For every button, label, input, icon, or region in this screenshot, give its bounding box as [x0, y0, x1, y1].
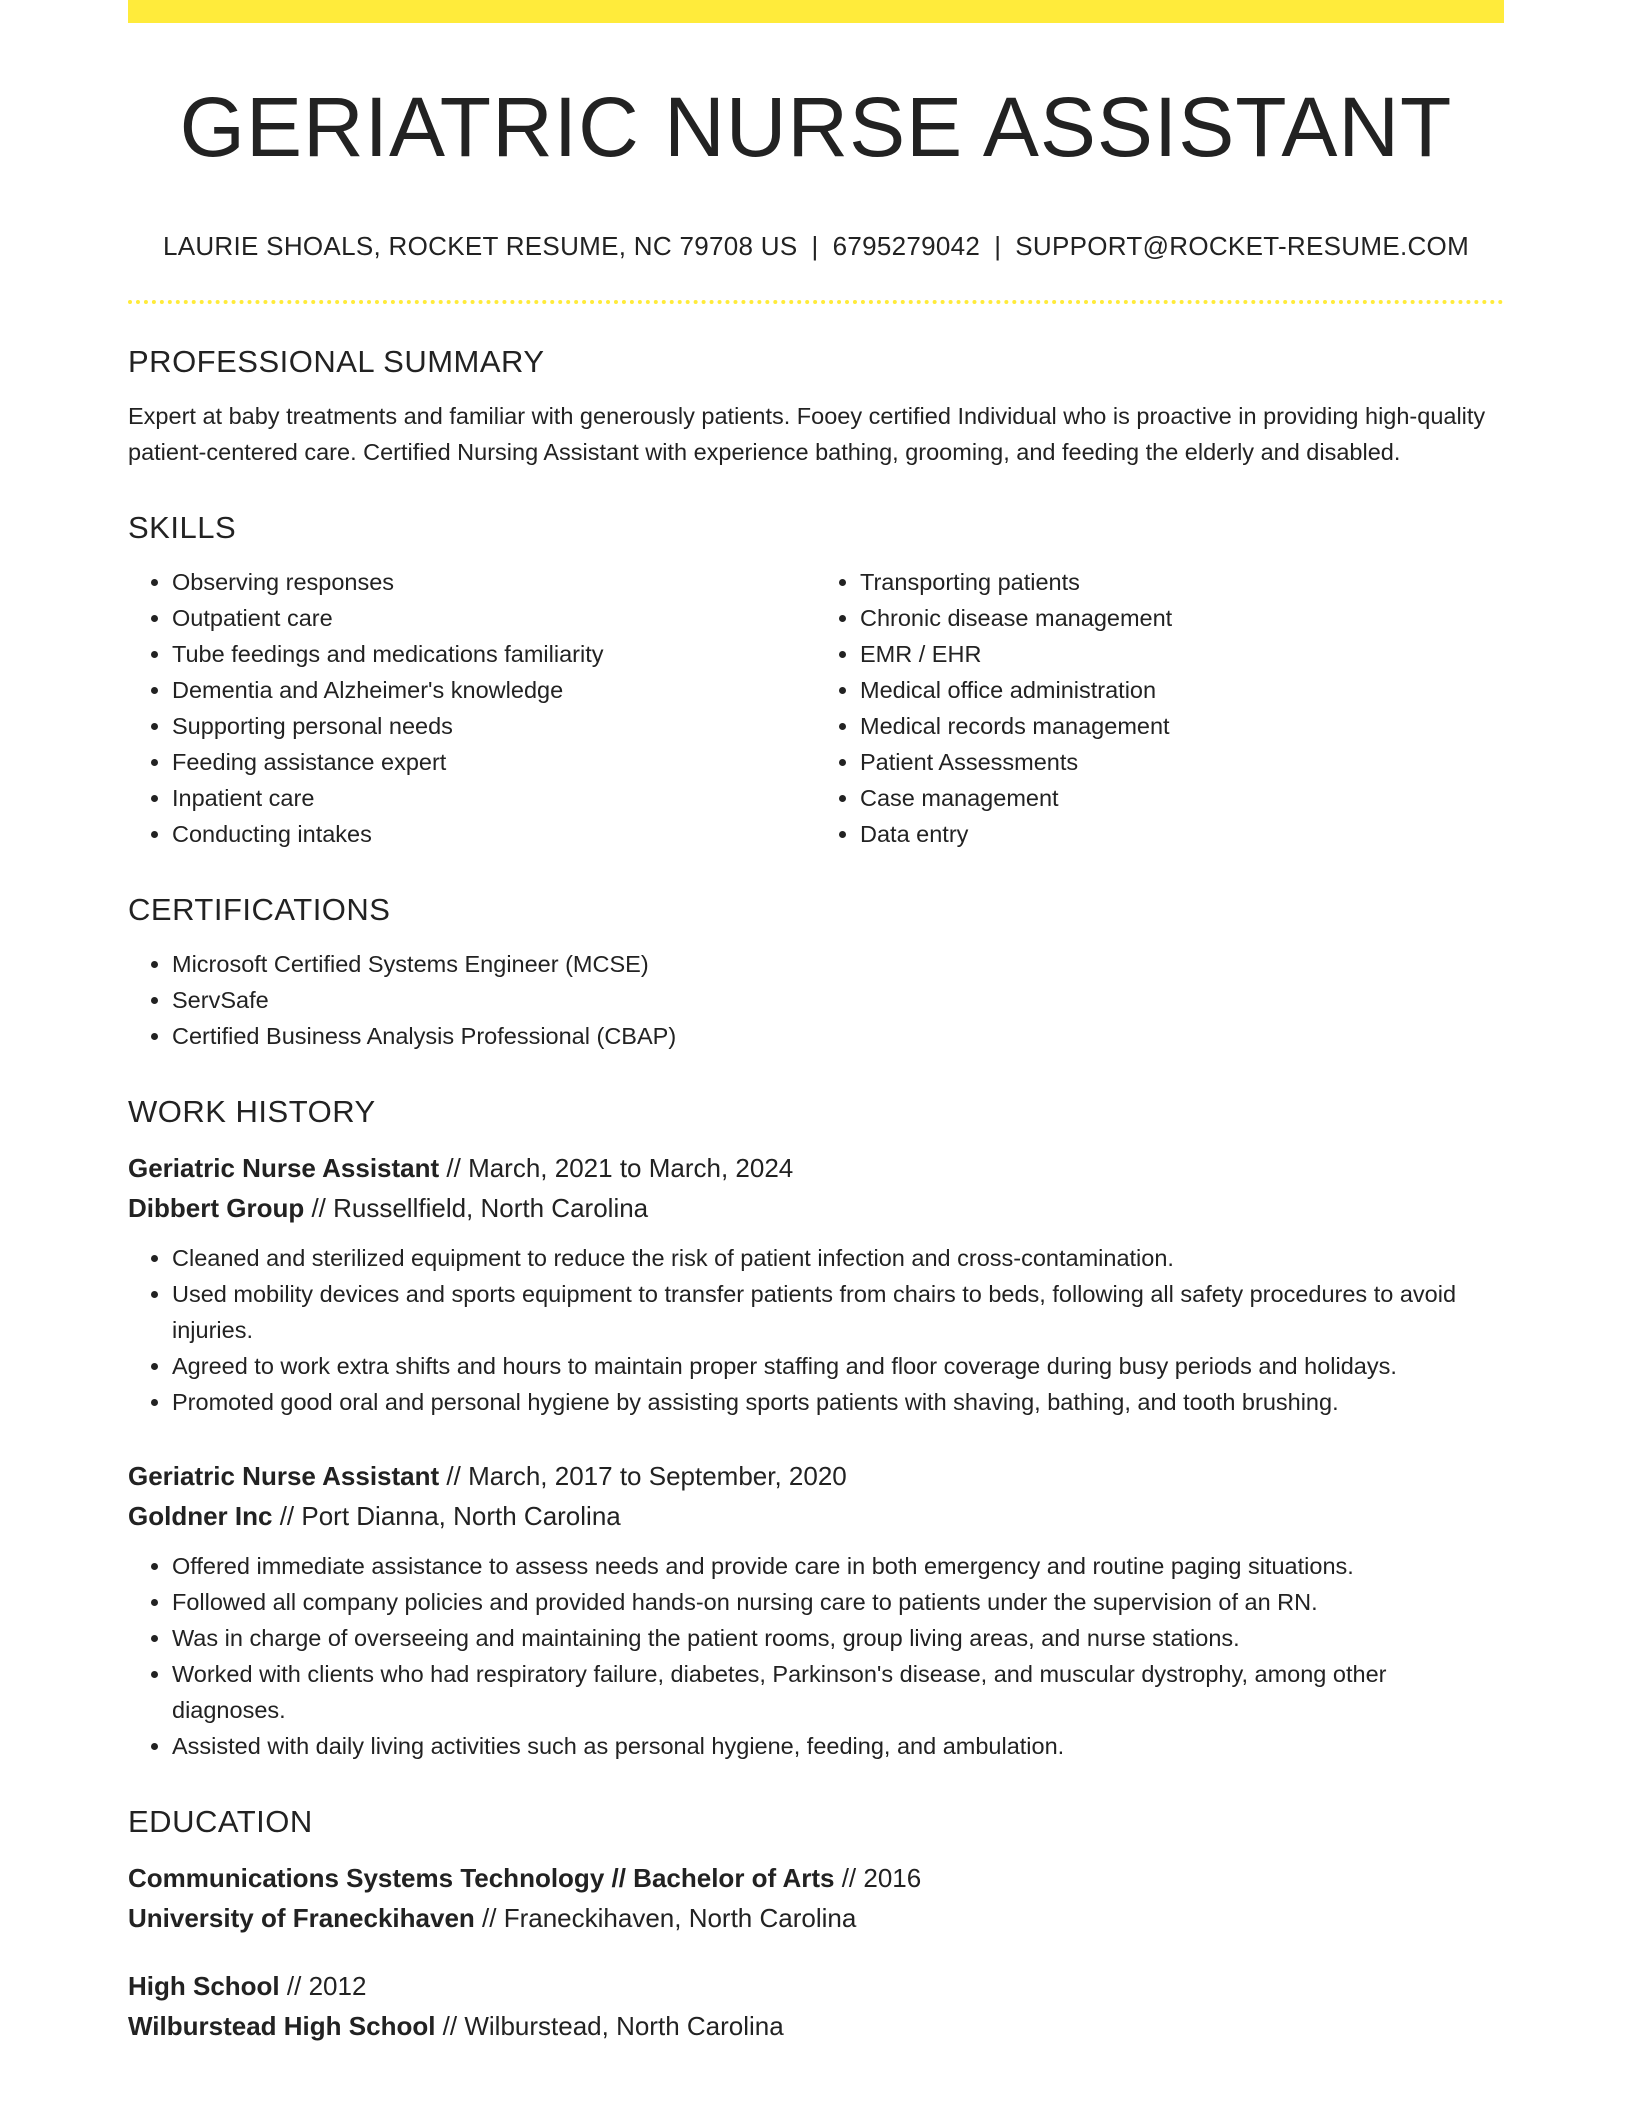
skill-item: • Medical records management	[860, 708, 1504, 744]
job-dates: // March, 2017 to September, 2020	[439, 1461, 847, 1492]
summary-text: Expert at baby treatments and familiar with generously patients. Fooey certified Individual who is proactive in providing high-quality patient-centered care. Certified Nursing Assistant with experience bathing, grooming, and feeding the elderly and disabled.	[128, 403, 1486, 466]
education-year: // 2012	[279, 1971, 367, 2002]
skill-item: • Chronic disease management	[860, 600, 1504, 636]
education-school: Wilburstead High School	[128, 2011, 436, 2042]
education-heading: EDUCATION	[128, 1804, 313, 1840]
job-dates: // March, 2021 to March, 2024	[439, 1153, 794, 1184]
skill-item: • Observing responses	[172, 564, 816, 600]
job-bullet: • Used mobility devices and sports equipment to transfer patients from chairs to beds, following all safety procedures to avoid injuries.	[172, 1276, 1504, 1348]
contact-line	[128, 231, 1504, 262]
education-entry	[128, 1966, 1504, 2046]
skill-item: • Inpatient care	[172, 780, 816, 816]
job-bullet: • Offered immediate assistance to assess needs and provide care in both emergency and routine paging situations.	[172, 1548, 1504, 1584]
education-school: University of Franeckihaven	[128, 1903, 475, 1934]
certifications-heading: CERTIFICATIONS	[128, 892, 391, 928]
skill-item: • Tube feedings and medications familiarity	[172, 636, 816, 672]
job-company-line	[128, 1496, 1504, 1536]
certification-item: • Certified Business Analysis Professional (CBAP)	[172, 1018, 1504, 1054]
job-bullets	[128, 1240, 1504, 1420]
job-bullet: • Followed all company policies and provided hands-on nursing care to patients under the supervision of an RN.	[172, 1584, 1504, 1620]
education-school-line	[128, 1898, 1504, 1938]
skill-item: • EMR / EHR	[860, 636, 1504, 672]
skill-item: • Conducting intakes	[172, 816, 816, 852]
job-bullet: • Assisted with daily living activities such as personal hygiene, feeding, and ambulation.	[172, 1728, 1504, 1764]
job-entry	[128, 1456, 1504, 1764]
job-bullets	[128, 1548, 1504, 1764]
job-location: // Port Dianna, North Carolina	[272, 1501, 621, 1532]
education-degree-line	[128, 1858, 1504, 1898]
contact-separator: |	[811, 231, 819, 262]
job-company: Dibbert Group	[128, 1193, 305, 1224]
contact-separator: |	[994, 231, 1002, 262]
job-bullet: • Worked with clients who had respiratory failure, diabetes, Parkinson's disease, and muscular dystrophy, among other diagnoses.	[172, 1656, 1504, 1728]
skills-heading: SKILLS	[128, 510, 237, 546]
job-title: Geriatric Nurse Assistant	[128, 1461, 440, 1492]
skill-item: • Medical office administration	[860, 672, 1504, 708]
job-bullet: • Was in charge of overseeing and maintaining the patient rooms, group living areas, and nurse stations.	[172, 1620, 1504, 1656]
education-school-line	[128, 2006, 1504, 2046]
skill-item: • Patient Assessments	[860, 744, 1504, 780]
education-year: // 2016	[834, 1863, 922, 1894]
certification-item: • Microsoft Certified Systems Engineer (MCSE)	[172, 946, 1504, 982]
education-degree: High School	[128, 1971, 280, 2002]
job-title-line	[128, 1148, 1504, 1188]
work-history-heading: WORK HISTORY	[128, 1094, 376, 1130]
job-bullet: • Promoted good oral and personal hygiene by assisting sports patients with shaving, bathing, and tooth brushing.	[172, 1384, 1504, 1420]
accent-top-bar	[128, 0, 1504, 23]
job-entry	[128, 1148, 1504, 1420]
job-company: Goldner Inc	[128, 1501, 273, 1532]
education-entry	[128, 1858, 1504, 1938]
skill-item: • Data entry	[860, 816, 1504, 852]
resume-content	[128, 23, 1504, 2046]
skill-item: • Supporting personal needs	[172, 708, 816, 744]
skills-list	[128, 564, 1504, 852]
job-company-line	[128, 1188, 1504, 1228]
skill-item: • Case management	[860, 780, 1504, 816]
skill-item: • Feeding assistance expert	[172, 744, 816, 780]
education-degree: Communications Systems Technology // Bachelor of Arts	[128, 1863, 835, 1894]
education-location: // Franeckihaven, North Carolina	[474, 1903, 857, 1934]
education-location: // Wilburstead, North Carolina	[435, 2011, 784, 2042]
dotted-divider	[128, 300, 1504, 304]
job-title-line	[128, 1456, 1504, 1496]
resume-name: GERIATRIC NURSE ASSISTANT	[179, 80, 1453, 174]
contact-address: LAURIE SHOALS, ROCKET RESUME, NC 79708 US	[162, 231, 798, 262]
summary-heading: PROFESSIONAL SUMMARY	[128, 344, 545, 380]
contact-phone: 6795279042	[832, 231, 981, 262]
skills-column-left	[128, 564, 816, 852]
contact-email: SUPPORT@ROCKET-RESUME.COM	[1015, 231, 1470, 262]
certifications-list	[128, 946, 1504, 1054]
job-bullet: • Cleaned and sterilized equipment to reduce the risk of patient infection and cross-contamination.	[172, 1240, 1504, 1276]
skill-item: • Outpatient care	[172, 600, 816, 636]
education-degree-line	[128, 1966, 1504, 2006]
skill-item: • Dementia and Alzheimer's knowledge	[172, 672, 816, 708]
job-bullet: • Agreed to work extra shifts and hours to maintain proper staffing and floor coverage during busy periods and holidays.	[172, 1348, 1504, 1384]
job-location: // Russellfield, North Carolina	[304, 1193, 649, 1224]
skills-column-right	[816, 564, 1504, 852]
job-title: Geriatric Nurse Assistant	[128, 1153, 440, 1184]
certification-item: • ServSafe	[172, 982, 1504, 1018]
skill-item: • Transporting patients	[860, 564, 1504, 600]
